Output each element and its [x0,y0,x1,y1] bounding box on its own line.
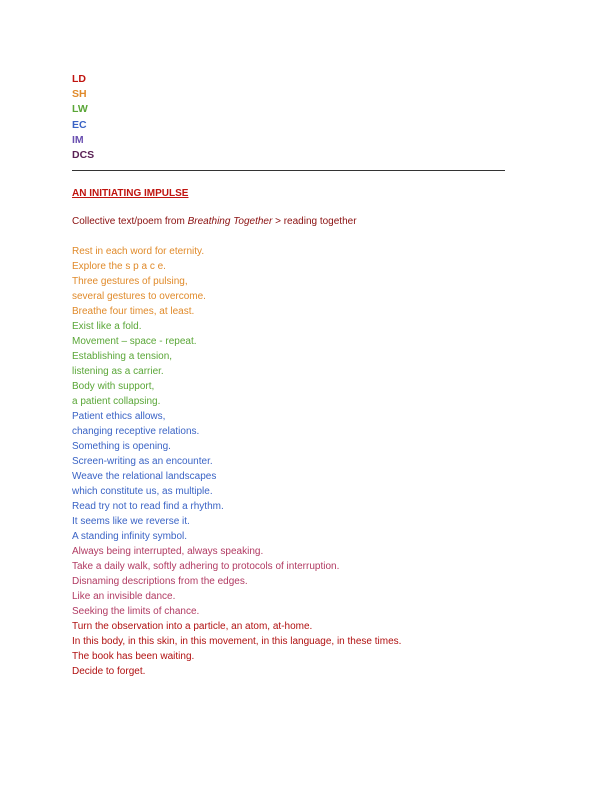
poem-line: Breathe four times, at least. [72,306,195,318]
poem-line: Rest in each word for eternity. [72,246,205,258]
document-page [72,72,505,679]
initials-sh: SH [72,88,87,101]
poem-line: The book has been waiting. [72,651,195,663]
poem-line: Three gestures of pulsing, [72,276,188,288]
poem-line: In this body, in this skin, in this movement, in this language, in these times. [72,636,402,648]
poem-line: It seems like we reverse it. [72,516,190,528]
poem-line: Patient ethics allows, [72,411,166,423]
poem-line: a patient collapsing. [72,396,161,408]
initials-dcs: DCS [72,149,95,162]
book-title: Breathing Together [187,216,273,228]
poem-line: Like an invisible dance. [72,591,176,603]
poem-line: Turn the observation into a particle, an atom, at-home. [72,621,313,633]
section-heading: AN INITIATING IMPULSE [72,188,189,200]
poem-line: which constitute us, as multiple. [72,486,213,498]
poem-line: Establishing a tension, [72,351,173,363]
poem-line: Movement – space - repeat. [72,336,197,348]
initials-ec: EC [72,118,87,131]
poem-line: Exist like a fold. [72,321,142,333]
subtitle-line [72,216,505,227]
initials-im: IM [72,133,84,146]
poem-line: Explore the s p a c e. [72,261,166,273]
poem-line: listening as a carrier. [72,366,164,378]
poem-line: Seeking the limits of chance. [72,606,200,618]
poem-line: Screen-writing as an encounter. [72,456,213,468]
subtitle-prefix: Collective text/poem from [72,216,188,228]
initials-lw: LW [72,103,88,116]
poem-line: Weave the relational landscapes [72,471,217,483]
initials-ld: LD [72,73,86,85]
poem-line: Always being interrupted, always speaking. [72,546,264,558]
poem-line: several gestures to overcome. [72,291,206,303]
poem-body [72,244,505,679]
poem-line: Decide to forget. [72,666,146,678]
poem-line: A standing infinity symbol. [72,531,188,543]
poem-line: Take a daily walk, softly adhering to protocols of interruption. [72,561,340,573]
author-initials-list [72,72,505,163]
poem-line: Something is opening. [72,441,171,453]
subtitle-suffix: > reading together [272,216,357,228]
horizontal-divider [72,170,505,171]
poem-line: Read try not to read find a rhythm. [72,501,224,513]
poem-line: changing receptive relations. [72,426,200,438]
poem-line: Disnaming descriptions from the edges. [72,576,248,588]
poem-line: Body with support, [72,381,155,393]
